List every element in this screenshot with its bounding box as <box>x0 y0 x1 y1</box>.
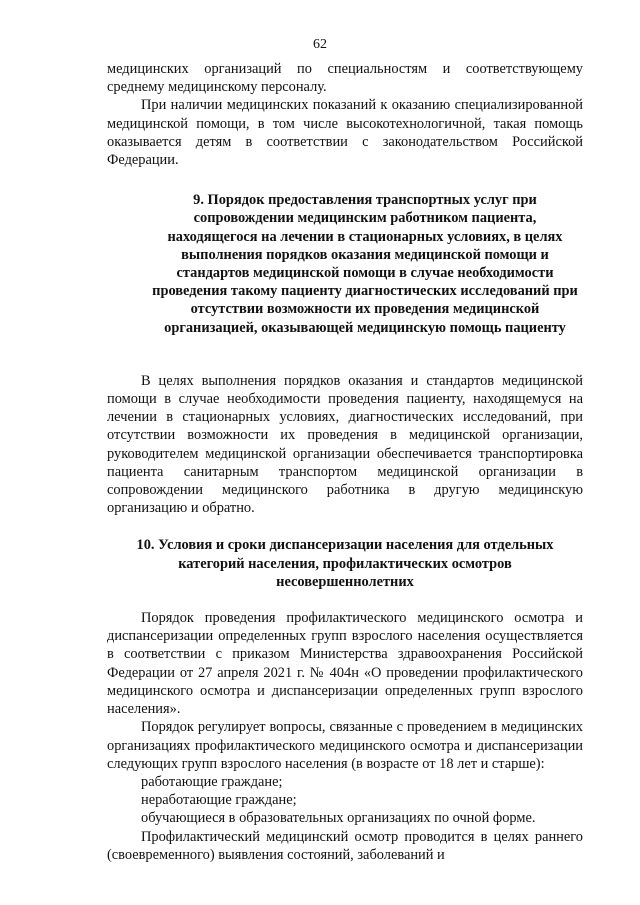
list-item: неработающие граждане; <box>141 792 297 809</box>
section-10-paragraph-2: Порядок регулирует вопросы, связанные с проведением в медицинских организациях профилактического медицинского осмотра и диспансеризации следующих групп взрослого населения (в возрасте от 18 лет и старше): <box>107 719 583 772</box>
section-10-heading-line-3: несовершеннолетних <box>276 573 414 590</box>
section-9-body: В целях выполнения порядков оказания и стандартов медицинской помощи в случае необходимости проведения пациенту, находящемуся на лечении в стационарных условиях, диагностических исследований, при отсутствии возможности их проведения в медицинской организации, руководителем медицинской организации обеспечивается транспортировка пациента санитарным транспортом медицинской организации в сопровождении медицинского работника в другую медицинскую организацию и обратно. <box>107 372 583 517</box>
section-10-heading-line-1: 10. Условия и сроки диспансеризации населения для отдельных <box>136 537 554 554</box>
paragraph-high-tech-care: При наличии медицинских показаний к оказанию специализированной медицинской помощи, в том числе высокотехнологичной, такая помощь оказывается детям в соответствии с законодательством Российской Федерации. <box>107 97 583 169</box>
paragraph-continuation: медицинских организаций по специальностям и соответствующему среднему медицинскому персоналу. <box>107 61 583 96</box>
page-number: 62 <box>313 37 327 52</box>
section-10-heading-line-2: категорий населения, профилактических осмотров <box>178 555 512 572</box>
section-10-heading <box>107 536 583 591</box>
document-body <box>107 60 583 864</box>
list-item: обучающиеся в образовательных организациях по очной форме. <box>141 810 536 827</box>
section-10-paragraph-3: Профилактический медицинский осмотр проводится в целях раннего (своевременного) выявления состояний, заболеваний и <box>107 828 583 863</box>
list-item: работающие граждане; <box>141 773 283 790</box>
section-9-heading: 9. Порядок предоставления транспортных услуг при сопровождении медицинским работником пациента, находящегося на лечении в стационарных условиях, в целях выполнения порядков оказания медицинской помощи и стандартов медицинской помощи в случае необходимости проведения такому пациенту диагностических исследований при отсутствии возможности их проведения медицинской организацией, оказывающей медицинскую помощь пациенту <box>152 192 578 336</box>
section-10-paragraph-1: Порядок проведения профилактического медицинского осмотра и диспансеризации определенных групп взрослого населения осуществляется в соответствии с приказом Министерства здравоохранения Российской Федерации от 27 апреля 2021 г. № 404н «О проведении профилактического медицинского осмотра и диспансеризации определенных групп взрослого населения». <box>107 610 583 718</box>
